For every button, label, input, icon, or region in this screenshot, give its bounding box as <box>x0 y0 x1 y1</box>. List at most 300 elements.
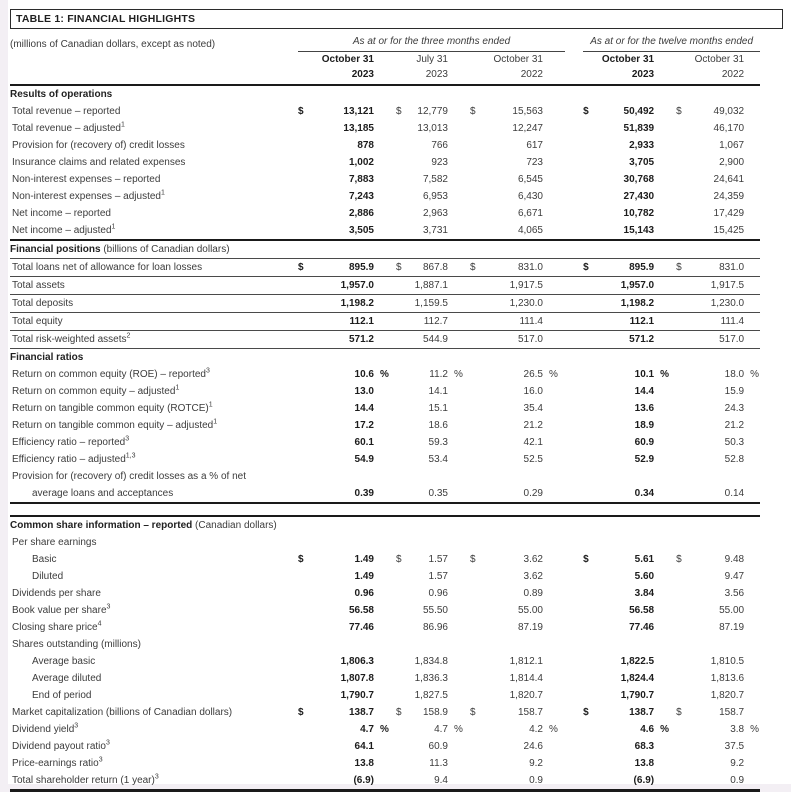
cell-currency <box>470 295 486 313</box>
cell-percent <box>374 259 396 277</box>
cell-percent <box>374 619 396 636</box>
cell-value: 54.9 <box>354 454 374 465</box>
table-title: TABLE 1: FINANCIAL HIGHLIGHTS <box>10 9 783 29</box>
cell-percent <box>543 568 565 585</box>
cell-percent <box>543 704 565 721</box>
cell-currency <box>676 222 690 240</box>
cell-percent <box>654 451 676 468</box>
cell-percent: % <box>660 724 670 735</box>
cell-currency <box>676 534 690 551</box>
cell-currency: $ <box>298 259 314 277</box>
cell-currency <box>298 366 314 383</box>
cell-value: 21.2 <box>523 420 543 431</box>
cell-value: 617 <box>526 140 543 151</box>
cell-percent <box>543 103 565 120</box>
cell-value: 59.3 <box>428 437 448 448</box>
cell-currency <box>470 137 486 154</box>
cell-value: 13.8 <box>634 758 655 769</box>
cell-value: 55.00 <box>517 605 543 616</box>
cell-row-label <box>10 313 298 331</box>
table-row <box>10 103 760 120</box>
cell-value: 1,822.5 <box>620 656 655 667</box>
cell-percent <box>543 400 565 417</box>
cell-percent <box>543 383 565 400</box>
cell-percent <box>543 687 565 704</box>
cell-value: 1,807.8 <box>340 673 374 684</box>
cell-gap <box>565 468 583 485</box>
cell-value: 3.84 <box>634 588 655 599</box>
cell-currency <box>470 222 486 240</box>
table-row <box>10 568 760 585</box>
cell-percent <box>654 568 676 585</box>
cell-percent <box>744 551 760 568</box>
cell-currency <box>298 738 314 755</box>
cell-value: 1.49 <box>354 571 374 582</box>
section-title: Results of operations <box>10 89 113 100</box>
row-label-text: Provision for (recovery of) credit losses <box>12 140 185 151</box>
cell-percent <box>374 383 396 400</box>
cell-percent <box>374 188 396 205</box>
cell-gap <box>565 154 583 171</box>
cell-currency <box>470 755 486 772</box>
table-row <box>10 295 760 313</box>
row-label-text: average loans and acceptances <box>32 488 174 499</box>
cell-value: 49,032 <box>713 106 745 117</box>
cell-percent <box>654 383 676 400</box>
cell-value: 15,425 <box>690 222 744 240</box>
cell-value <box>410 468 448 485</box>
cell-currency <box>396 687 410 704</box>
cell-percent <box>374 417 396 434</box>
cell-gap <box>565 636 583 653</box>
cell-value: 1,836.3 <box>414 673 448 684</box>
cell-currency <box>676 772 690 791</box>
cell-currency <box>676 687 690 704</box>
cell-currency <box>396 755 410 772</box>
table-row <box>10 313 760 331</box>
cell-percent <box>448 738 470 755</box>
cell-percent <box>543 738 565 755</box>
cell-percent <box>543 534 565 551</box>
cell-row-label <box>10 534 298 551</box>
cell-currency <box>676 295 690 313</box>
cell-currency <box>396 738 410 755</box>
row-label-text: Average diluted <box>32 673 102 684</box>
cell-value: 2,900 <box>719 157 745 168</box>
cell-percent <box>374 468 396 485</box>
table-row <box>10 222 760 240</box>
cell-value: 3.62 <box>523 554 543 565</box>
cell-currency <box>396 772 410 791</box>
cell-row-label <box>10 295 298 313</box>
cell-row-label <box>10 137 298 154</box>
cell-currency <box>676 636 690 653</box>
cell-value: 895.9 <box>314 259 374 277</box>
column-header-year: 2023 <box>298 67 374 85</box>
cell-gap <box>565 383 583 400</box>
cell-percent <box>374 670 396 687</box>
cell-currency <box>583 434 599 451</box>
cell-percent <box>374 585 396 602</box>
cell-percent <box>654 636 676 653</box>
cell-currency <box>396 653 410 670</box>
cell-value: 111.4 <box>486 313 543 331</box>
cell-currency <box>298 670 314 687</box>
cell-value: 571.2 <box>599 331 654 349</box>
cell-percent <box>374 636 396 653</box>
row-label-text: Shares outstanding (millions) <box>12 639 141 650</box>
cell-percent <box>744 400 760 417</box>
cell-value <box>690 636 744 653</box>
cell-value: 77.46 <box>348 622 374 633</box>
row-label-text: Total assets <box>12 280 65 291</box>
row-label-text: Diluted <box>32 571 64 582</box>
cell-value: 87.19 <box>719 622 745 633</box>
cell-currency <box>298 434 314 451</box>
cell-value: 878 <box>357 140 374 151</box>
cell-value: 1.49 <box>354 554 374 565</box>
cell-value: 87.19 <box>517 622 543 633</box>
cell-value: 0.96 <box>354 588 374 599</box>
cell-gap <box>565 602 583 619</box>
cell-value: 9.2 <box>529 758 543 769</box>
cell-value: 831.0 <box>486 259 543 277</box>
cell-percent <box>654 602 676 619</box>
cell-row-label <box>10 205 298 222</box>
column-group-three-months: As at or for the three months ended <box>298 34 565 52</box>
cell-row-label <box>10 755 298 772</box>
footnote-marker: 4 <box>97 620 102 628</box>
cell-value: 1,810.5 <box>710 656 745 667</box>
cell-currency <box>583 383 599 400</box>
cell-currency <box>298 585 314 602</box>
footnote-marker: 1 <box>111 223 116 231</box>
cell-value: 1.57 <box>428 571 448 582</box>
cell-value: 138.7 <box>629 707 655 718</box>
cell-value: 6,671 <box>517 208 543 219</box>
cell-value: 1,230.0 <box>486 295 543 313</box>
cell-value: 16.0 <box>523 386 543 397</box>
cell-percent <box>654 171 676 188</box>
table-row <box>10 636 760 653</box>
cell-currency <box>396 313 410 331</box>
cell-currency <box>470 383 486 400</box>
cell-currency <box>676 434 690 451</box>
cell-currency <box>583 468 599 485</box>
cell-value: 0.89 <box>523 588 543 599</box>
cell-row-label <box>10 277 298 295</box>
cell-currency <box>396 721 410 738</box>
cell-value: 9.47 <box>724 571 745 582</box>
column-gap <box>565 34 583 52</box>
cell-currency <box>298 568 314 585</box>
cell-percent <box>654 738 676 755</box>
cell-currency <box>470 619 486 636</box>
row-label-text: Return on common equity – adjusted <box>12 386 176 397</box>
cell-value: 12,247 <box>512 123 543 134</box>
cell-value <box>314 636 374 653</box>
year-header-row <box>10 67 760 85</box>
cell-value: 10.6 <box>354 369 374 380</box>
table-row <box>10 704 760 721</box>
cell-currency <box>470 313 486 331</box>
cell-percent <box>744 568 760 585</box>
row-label-text: Book value per share <box>12 605 107 616</box>
cell-row-label <box>10 636 298 653</box>
cell-value: 42.1 <box>523 437 543 448</box>
cell-percent: % <box>549 369 558 380</box>
cell-percent <box>374 434 396 451</box>
cell-row-label <box>10 331 298 349</box>
cell-percent <box>744 313 760 331</box>
cell-gap <box>565 188 583 205</box>
cell-currency: $ <box>396 259 410 277</box>
cell-value: 46,170 <box>713 123 745 134</box>
cell-currency <box>676 485 690 503</box>
table-row <box>10 772 760 791</box>
cell-currency <box>298 120 314 137</box>
cell-currency <box>470 534 486 551</box>
cell-currency <box>470 687 486 704</box>
table-row <box>10 383 760 400</box>
cell-currency <box>396 468 410 485</box>
cell-percent <box>654 188 676 205</box>
cell-currency <box>470 205 486 222</box>
cell-currency: $ <box>298 554 304 565</box>
cell-currency <box>396 137 410 154</box>
cell-percent <box>448 602 470 619</box>
cell-value: 52.8 <box>724 454 745 465</box>
table-row <box>10 738 760 755</box>
cell-currency <box>298 417 314 434</box>
cell-row-label <box>10 468 298 485</box>
row-label-text: Insurance claims and related expenses <box>12 157 186 168</box>
cell-value: 5.61 <box>634 554 655 565</box>
column-header-year: 2022 <box>676 67 744 85</box>
cell-currency <box>583 366 599 383</box>
cell-currency: $ <box>470 259 486 277</box>
cell-currency <box>676 205 690 222</box>
cell-percent <box>374 171 396 188</box>
cell-value: 517.0 <box>690 331 744 349</box>
cell-row-label <box>10 366 298 383</box>
cell-currency <box>583 568 599 585</box>
cell-currency <box>396 568 410 585</box>
report-page <box>8 0 791 784</box>
cell-value: 9.4 <box>410 772 448 791</box>
cell-gap <box>565 259 583 277</box>
cell-gap <box>565 551 583 568</box>
cell-value: 1,957.0 <box>599 277 654 295</box>
cell-value: 12,779 <box>417 106 448 117</box>
cell-currency <box>298 171 314 188</box>
footnote-marker: 3 <box>125 435 130 443</box>
cell-value: 0.29 <box>486 485 543 503</box>
cell-currency: $ <box>396 554 402 565</box>
cell-value: 0.35 <box>410 485 448 503</box>
cell-percent <box>654 295 676 313</box>
cell-percent <box>744 755 760 772</box>
row-label-text: Net income – reported <box>12 208 111 219</box>
cell-value: 11.2 <box>429 369 448 380</box>
cell-value: 1,887.1 <box>410 277 448 295</box>
group-header-row <box>10 34 760 52</box>
cell-gap <box>565 670 583 687</box>
cell-value: 24,359 <box>713 191 745 202</box>
cell-percent <box>448 468 470 485</box>
cell-percent <box>744 687 760 704</box>
table-row <box>10 120 760 137</box>
cell-currency <box>470 434 486 451</box>
cell-percent <box>744 331 760 349</box>
cell-currency <box>583 619 599 636</box>
cell-percent <box>374 154 396 171</box>
cell-gap <box>565 721 583 738</box>
units-note: (millions of Canadian dollars, except as noted) <box>10 38 216 50</box>
cell-percent <box>543 485 565 503</box>
cell-percent <box>543 653 565 670</box>
cell-currency <box>396 295 410 313</box>
table-header <box>10 34 760 85</box>
cell-percent <box>448 653 470 670</box>
footnote-marker: 3 <box>105 739 110 747</box>
section-gap-row <box>10 503 760 516</box>
cell-percent <box>543 171 565 188</box>
cell-value: 14.1 <box>428 386 448 397</box>
column-header-year: 2023 <box>583 67 654 85</box>
cell-currency <box>470 602 486 619</box>
cell-value: (6.9) <box>314 772 374 791</box>
cell-percent <box>543 619 565 636</box>
cell-gap <box>565 704 583 721</box>
cell-value: 37.5 <box>724 741 745 752</box>
cell-percent <box>654 485 676 503</box>
cell-value: 53.4 <box>428 454 448 465</box>
cell-percent <box>744 585 760 602</box>
cell-percent <box>744 738 760 755</box>
cell-currency <box>470 417 486 434</box>
cell-percent <box>374 653 396 670</box>
cell-currency <box>396 534 410 551</box>
cell-currency <box>470 154 486 171</box>
column-header: October 31 <box>601 54 655 65</box>
cell-currency <box>676 171 690 188</box>
cell-value: 1,198.2 <box>314 295 374 313</box>
cell-currency <box>583 154 599 171</box>
cell-percent <box>448 222 470 240</box>
cell-currency <box>298 313 314 331</box>
cell-currency <box>583 188 599 205</box>
cell-value: 0.34 <box>599 485 654 503</box>
cell-currency <box>676 619 690 636</box>
cell-percent <box>374 687 396 704</box>
cell-currency <box>298 755 314 772</box>
cell-currency <box>583 585 599 602</box>
cell-value: 3,731 <box>410 222 448 240</box>
cell-value: 60.9 <box>428 741 448 752</box>
cell-currency <box>396 331 410 349</box>
cell-currency <box>470 468 486 485</box>
cell-gap <box>565 222 583 240</box>
cell-currency <box>298 205 314 222</box>
cell-value <box>690 468 744 485</box>
table-row <box>10 585 760 602</box>
cell-currency <box>583 738 599 755</box>
footnote-marker: 2 <box>126 332 131 340</box>
cell-value: 544.9 <box>410 331 448 349</box>
cell-currency <box>298 534 314 551</box>
cell-value: 766 <box>431 140 448 151</box>
cell-value <box>314 534 374 551</box>
column-header: October 31 <box>321 54 374 65</box>
cell-value: 1,820.7 <box>710 690 745 701</box>
table-row <box>10 485 760 503</box>
cell-percent <box>448 636 470 653</box>
cell-value: 9.2 <box>730 758 745 769</box>
cell-currency <box>470 366 486 383</box>
cell-currency: $ <box>676 106 682 117</box>
cell-currency <box>470 772 486 791</box>
cell-percent <box>654 331 676 349</box>
cell-percent <box>543 451 565 468</box>
cell-value: 13,121 <box>343 106 374 117</box>
row-label-text: Return on common equity (ROE) – reported <box>12 369 206 380</box>
cell-currency <box>676 585 690 602</box>
table-row <box>10 331 760 349</box>
column-header: October 31 <box>694 54 745 65</box>
cell-percent <box>654 120 676 137</box>
cell-value: 112.7 <box>410 313 448 331</box>
cell-value: 7,883 <box>348 174 374 185</box>
table-row <box>10 755 760 772</box>
cell-value: 1,067 <box>719 140 745 151</box>
cell-currency <box>396 451 410 468</box>
cell-currency <box>676 383 690 400</box>
cell-percent <box>448 551 470 568</box>
cell-percent: % <box>454 369 463 380</box>
cell-currency: $ <box>583 707 589 718</box>
cell-percent <box>374 602 396 619</box>
cell-value: 26.5 <box>523 369 543 380</box>
cell-value: 1,002 <box>348 157 374 168</box>
cell-percent <box>448 434 470 451</box>
cell-currency: $ <box>676 707 682 718</box>
column-header-year: 2022 <box>470 67 543 85</box>
cell-currency <box>470 120 486 137</box>
cell-currency <box>676 653 690 670</box>
row-label-text: Market capitalization (billions of Canadian dollars) <box>12 707 233 718</box>
cell-percent <box>543 277 565 295</box>
cell-percent <box>543 585 565 602</box>
cell-percent <box>374 295 396 313</box>
cell-value: 18.6 <box>428 420 448 431</box>
cell-percent <box>744 188 760 205</box>
section-note: (Canadian dollars) <box>192 520 277 531</box>
cell-gap <box>565 568 583 585</box>
cell-percent <box>374 485 396 503</box>
row-label-text: Total loans net of allowance for loan losses <box>12 262 203 273</box>
cell-currency <box>298 154 314 171</box>
cell-currency <box>676 755 690 772</box>
cell-percent <box>374 551 396 568</box>
cell-row-label <box>10 103 298 120</box>
row-label-text: Average basic <box>32 656 96 667</box>
table-row <box>10 619 760 636</box>
footnote-marker: 1 <box>213 418 218 426</box>
cell-value: 723 <box>526 157 543 168</box>
cell-row-label <box>10 259 298 277</box>
cell-percent <box>448 188 470 205</box>
